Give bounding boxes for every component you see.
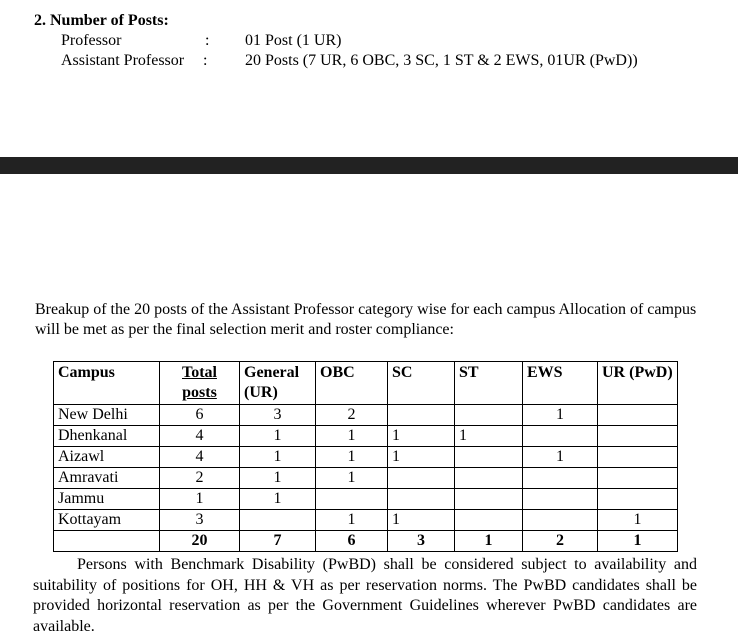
column-header: Campus (54, 362, 160, 405)
campus-name-cell: New Delhi (54, 405, 160, 426)
table-cell (598, 489, 678, 510)
campus-allocation-table (53, 361, 678, 552)
table-row (54, 405, 678, 426)
table-cell (598, 447, 678, 468)
table-cell (523, 468, 598, 489)
table-cell: 1 (388, 447, 455, 468)
table-total-row (54, 531, 678, 552)
table-cell (455, 489, 523, 510)
table-cell: 1 (388, 510, 455, 531)
table-cell: 3 (160, 510, 240, 531)
assistant-professor-label: Assistant Professor (61, 52, 185, 69)
table-cell: 2 (160, 468, 240, 489)
table-cell (388, 468, 455, 489)
table-cell: 1 (160, 489, 240, 510)
table-cell: 1 (388, 426, 455, 447)
table-cell: 1 (240, 489, 316, 510)
campus-name-cell: Kottayam (54, 510, 160, 531)
table-cell (598, 426, 678, 447)
total-cell (54, 531, 160, 552)
table-cell (523, 510, 598, 531)
pwbd-note (33, 555, 697, 637)
assistant-professor-colon: : (203, 52, 208, 69)
total-cell: 7 (240, 531, 316, 552)
table-cell (455, 468, 523, 489)
total-cell: 6 (316, 531, 388, 552)
total-cell: 1 (598, 531, 678, 552)
table-cell: 1 (240, 447, 316, 468)
total-cell: 2 (523, 531, 598, 552)
table-row (54, 447, 678, 468)
column-header: UR (PwD) (598, 362, 678, 405)
table-cell: 1 (316, 510, 388, 531)
section-heading: 2. Number of Posts: (34, 12, 169, 29)
column-header: EWS (523, 362, 598, 405)
page-divider-bar (0, 157, 738, 174)
campus-name-cell: Aizawl (54, 447, 160, 468)
column-header: OBC (316, 362, 388, 405)
table-cell: 1 (240, 426, 316, 447)
table-cell: 1 (598, 510, 678, 531)
table-cell (455, 510, 523, 531)
table-cell (455, 447, 523, 468)
table-row (54, 510, 678, 531)
table-cell: 4 (160, 426, 240, 447)
table-cell (316, 489, 388, 510)
table-cell (455, 405, 523, 426)
table-cell: 1 (316, 426, 388, 447)
professor-label: Professor (61, 32, 122, 49)
column-header: SC (388, 362, 455, 405)
table-cell: 4 (160, 447, 240, 468)
total-cell: 20 (160, 531, 240, 552)
total-cell: 1 (455, 531, 523, 552)
campus-name-cell: Jammu (54, 489, 160, 510)
professor-colon: : (205, 32, 210, 49)
campus-name-cell: Dhenkanal (54, 426, 160, 447)
table-row (54, 489, 678, 510)
table-body (54, 362, 678, 552)
breakup-paragraph: Breakup of the 20 posts of the Assistant Professor category wise for each campus Allocation of campus will be met as per the final selection merit and roster compliance: (35, 301, 697, 338)
table-cell: 1 (523, 447, 598, 468)
column-header: ST (455, 362, 523, 405)
table-cell (598, 405, 678, 426)
table-cell (388, 405, 455, 426)
table-cell (523, 426, 598, 447)
table-cell: 6 (160, 405, 240, 426)
table-cell: 1 (523, 405, 598, 426)
table-cell: 1 (316, 468, 388, 489)
table-cell: 3 (240, 405, 316, 426)
table-header-row (54, 362, 678, 405)
table-row (54, 468, 678, 489)
table-row (54, 426, 678, 447)
table-cell (598, 468, 678, 489)
pwbd-note-text: Persons with Benchmark Disability (PwBD) shall be considered subject to availability and suitability of positions for OH, HH & VH as per reservation norms. The PwBD candidates shall be provided horizontal reservation as per the Government Guidelines wherever PwBD candidates are available. (33, 556, 697, 635)
assistant-professor-value: 20 Posts (7 UR, 6 OBC, 3 SC, 1 ST & 2 EWS, 01UR (PwD)) (245, 52, 638, 69)
table-cell: 2 (316, 405, 388, 426)
campus-name-cell: Amravati (54, 468, 160, 489)
table-cell (523, 489, 598, 510)
column-header: General (UR) (240, 362, 316, 405)
table-cell: 1 (455, 426, 523, 447)
professor-value: 01 Post (1 UR) (245, 32, 342, 49)
table-cell (388, 489, 455, 510)
table-cell: 1 (316, 447, 388, 468)
column-header: Total posts (160, 362, 240, 405)
total-cell: 3 (388, 531, 455, 552)
table-cell: 1 (240, 468, 316, 489)
table-cell (240, 510, 316, 531)
